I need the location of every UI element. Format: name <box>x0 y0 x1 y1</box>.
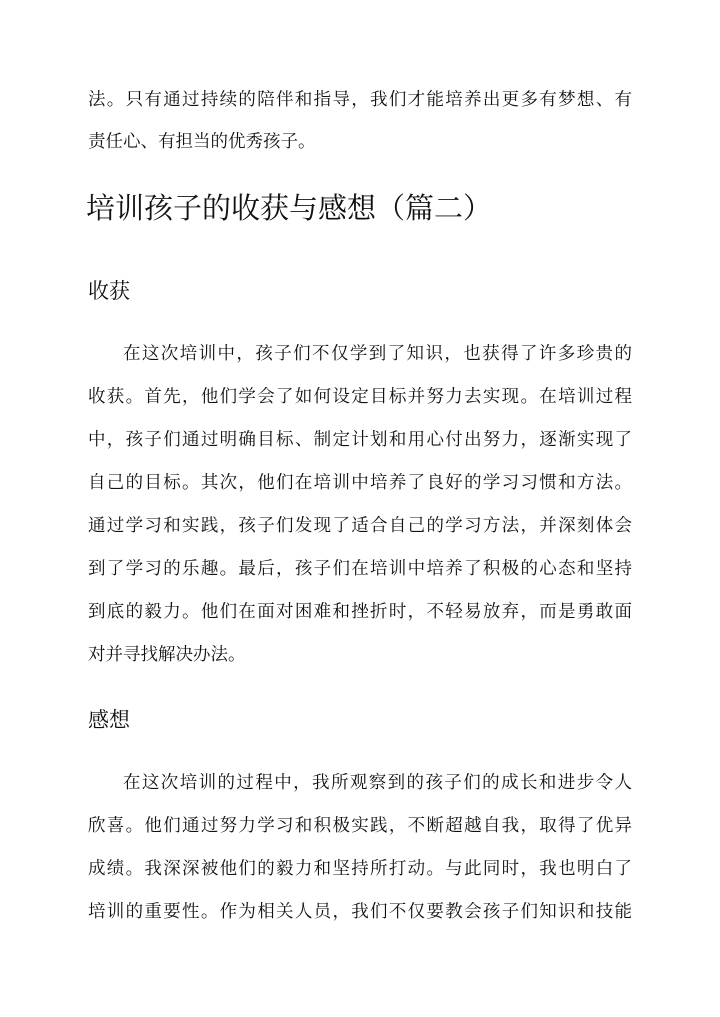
harvest-line-4: 自己的目标。其次，他们在培训中培养了良好的学习习惯和方法。 <box>88 473 632 493</box>
intro-line-1: 法。只有通过持续的陪伴和指导，我们才能培养出更多有梦想、有 <box>88 90 632 110</box>
harvest-line-1: 在这次培训中，孩子们不仅学到了知识，也获得了许多珍贵的 <box>123 344 632 364</box>
document-title: 培训孩子的收获与感想（篇二） <box>86 191 493 225</box>
section-heading-reflection: 感想 <box>88 708 130 732</box>
harvest-line-6: 到了学习的乐趣。最后，孩子们在培训中培养了积极的心态和坚持 <box>88 559 632 579</box>
harvest-line-3: 中，孩子们通过明确目标、制定计划和用心付出努力，逐渐实现了 <box>88 430 632 450</box>
reflection-line-2: 欣喜。他们通过努力学习和积极实践，不断超越自我，取得了优异 <box>88 816 632 836</box>
harvest-line-8: 对并寻找解决办法。 <box>88 645 246 665</box>
harvest-line-2: 收获。首先，他们学会了如何设定目标并努力去实现。在培训过程 <box>88 387 632 407</box>
harvest-line-5: 通过学习和实践，孩子们发现了适合自己的学习方法，并深刻体会 <box>88 516 632 536</box>
reflection-line-4: 培训的重要性。作为相关人员，我们不仅要教会孩子们知识和技能 <box>88 902 632 922</box>
reflection-line-1: 在这次培训的过程中，我所观察到的孩子们的成长和进步令人 <box>123 773 632 793</box>
section-heading-harvest: 收获 <box>88 279 130 303</box>
harvest-line-7: 到底的毅力。他们在面对困难和挫折时，不轻易放弃，而是勇敢面 <box>88 602 632 622</box>
intro-line-2: 责任心、有担当的优秀孩子。 <box>88 132 316 152</box>
reflection-line-3: 成绩。我深深被他们的毅力和坚持所打动。与此同时，我也明白了 <box>88 859 632 879</box>
